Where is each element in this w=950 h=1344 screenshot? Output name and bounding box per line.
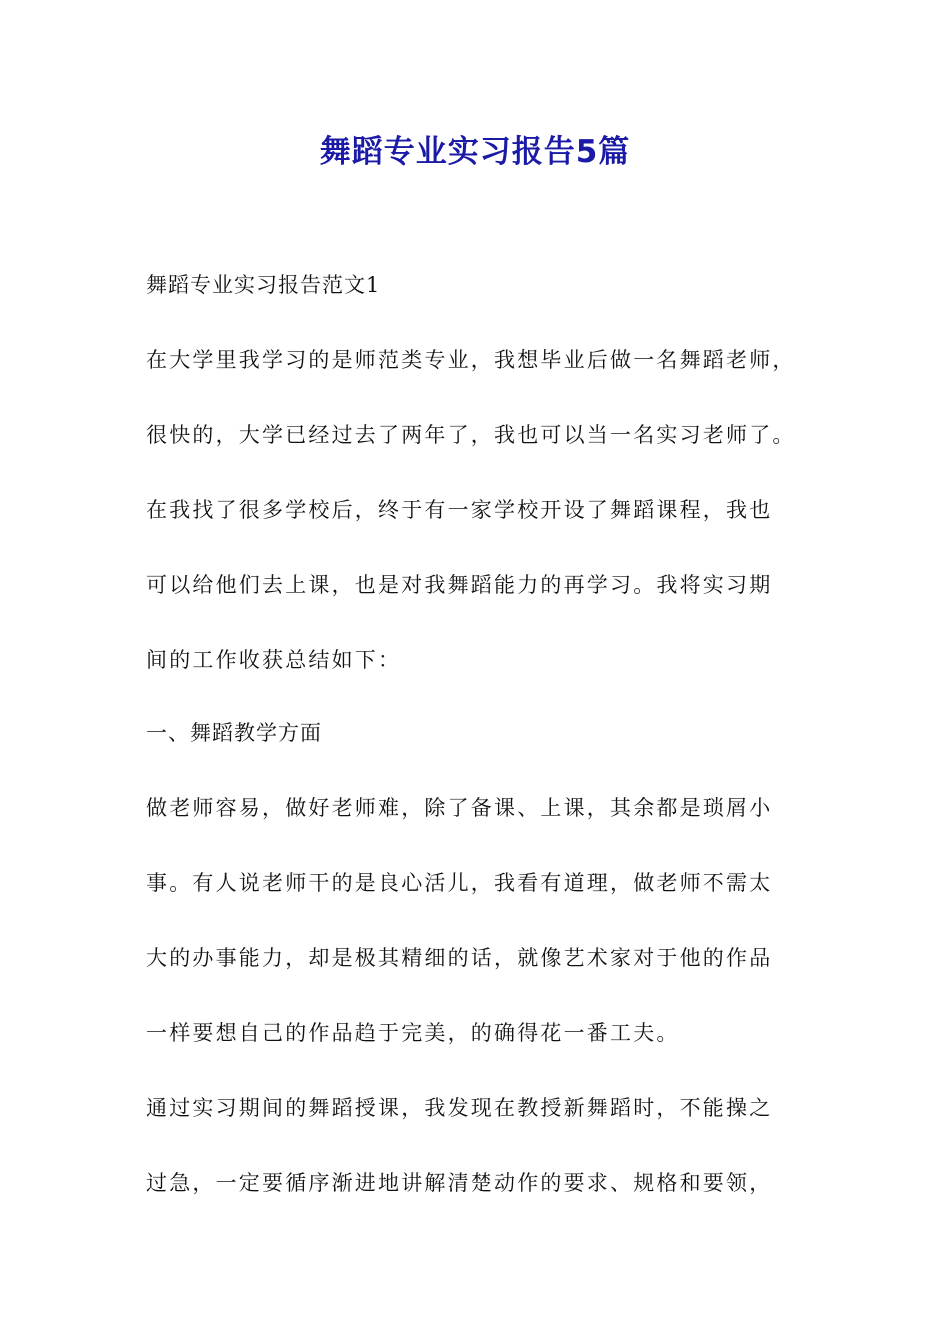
paragraph-line: 很快的，大学已经过去了两年了，我也可以当一名实习老师了。 [146,423,796,447]
paragraph-line: 做老师容易，做好老师难，除了备课、上课，其余都是琐屑小 [146,796,773,820]
paragraph-line: 一样要想自己的作品趋于完美，的确得花一番工夫。 [146,1021,680,1045]
paragraph-line: 在大学里我学习的是师范类专业，我想毕业后做一名舞蹈老师， [146,348,796,372]
section-heading: 舞蹈专业实习报告范文1 [146,273,381,297]
paragraph-line: 间的工作收获总结如下： [146,648,402,672]
paragraph-line: 事。有人说老师干的是良心活儿，我看有道理，做老师不需太 [146,871,773,895]
paragraph-line: 在我找了很多学校后，终于有一家学校开设了舞蹈课程，我也 [146,498,773,522]
document-title: 舞蹈专业实习报告5篇 [319,134,631,170]
paragraph-line: 大的办事能力，却是极其精细的话，就像艺术家对于他的作品 [146,946,773,970]
paragraph-line: 可以给他们去上课，也是对我舞蹈能力的再学习。我将实习期 [146,573,773,597]
section-heading: 一、舞蹈教学方面 [146,721,322,745]
paragraph-line: 过急，一定要循序渐进地讲解清楚动作的要求、规格和要领， [146,1171,773,1195]
paragraph-line: 通过实习期间的舞蹈授课，我发现在教授新舞蹈时，不能操之 [146,1096,773,1120]
